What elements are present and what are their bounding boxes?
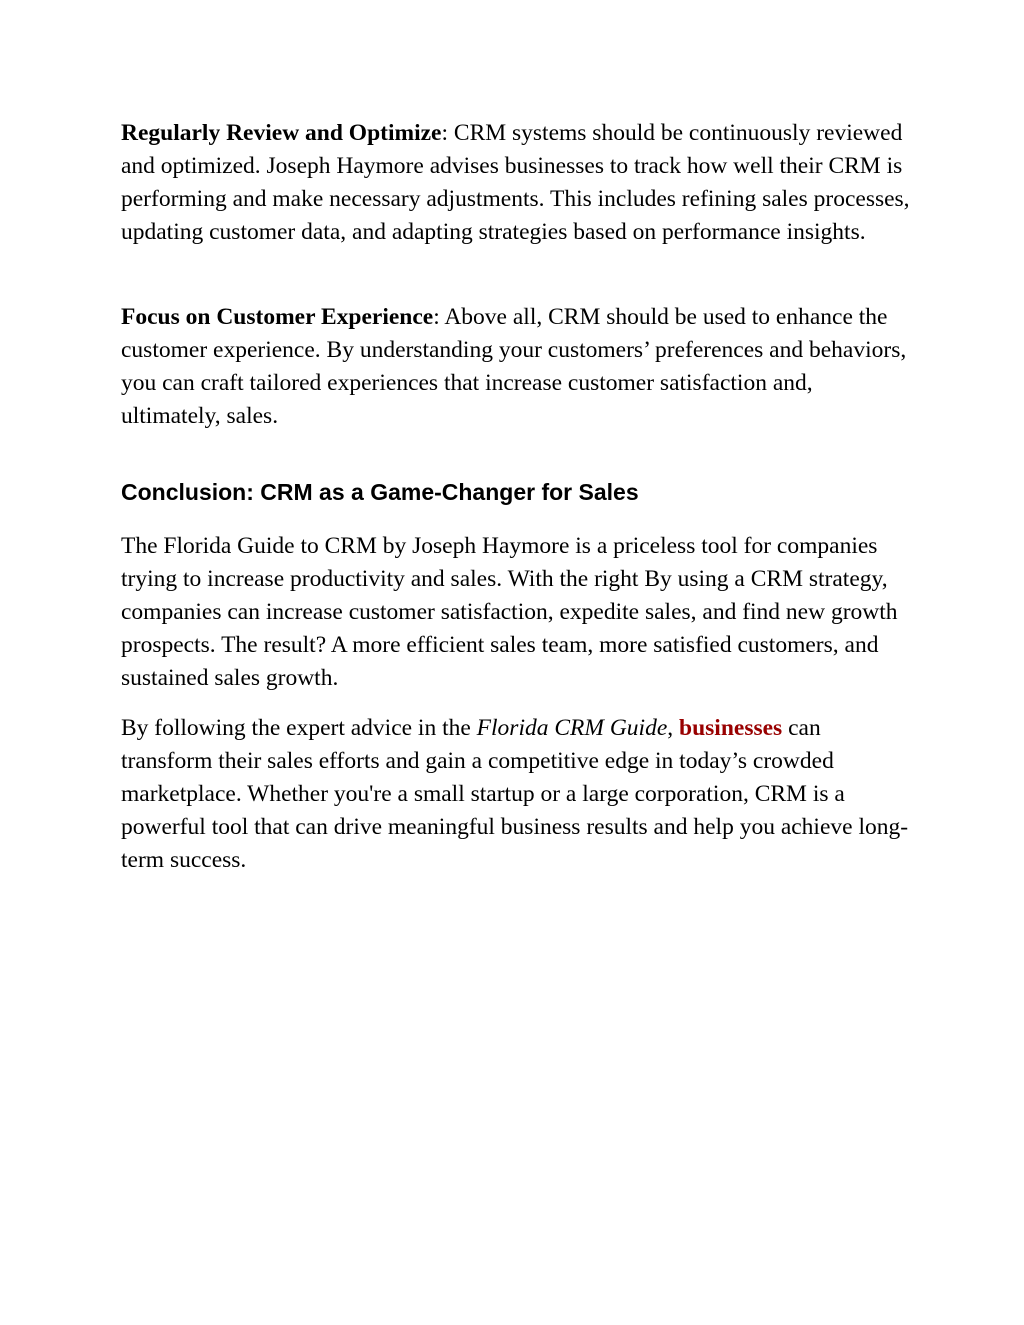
lead-review-optimize: Regularly Review and Optimize — [121, 120, 442, 146]
conclusion-paragraph-2 — [121, 712, 911, 877]
document-page — [121, 117, 911, 877]
conclusion-p2-comma: , — [667, 715, 680, 741]
lead-separator: : — [433, 304, 440, 330]
body-customer-experience: Above all, CRM should be used to enhance the customer experience. By understanding your customers’ preferences and behaviors, you can craft tailored experiences that increase customer satisfaction and, ultimately, sales. — [121, 304, 907, 429]
paragraph-review-optimize — [121, 117, 911, 249]
body-review-optimize: CRM systems should be continuously reviewed and optimized. Joseph Haymore advises businesses to track how well their CRM is performing and make necessary adjustments. This includes refining sales processes, updating customer data, and adapting strategies based on performance insights. — [121, 120, 910, 245]
conclusion-heading: Conclusion: CRM as a Game-Changer for Sales — [121, 479, 639, 505]
lead-separator: : — [441, 120, 449, 146]
conclusion-p2-after: can transform their sales efforts and gain a competitive edge in today’s crowded marketplace. Whether you're a small startup or a large corporation, CRM is a powerful tool that can drive meaningful business results and help you achieve long-term success. — [121, 715, 909, 873]
florida-crm-guide-title: Florida CRM Guide — [476, 715, 668, 741]
paragraph-customer-experience — [121, 301, 911, 433]
conclusion-paragraph-1: The Florida Guide to CRM by Joseph Haymore is a priceless tool for companies trying to increase productivity and sales. With the right By using a CRM strategy, companies can increase customer satisfaction, expedite sales, and find new growth prospects. The result? A more efficient sales team, more satisfied customers, and sustained sales growth. — [121, 533, 898, 691]
lead-customer-experience: Focus on Customer Experience — [121, 304, 434, 330]
businesses-link[interactable]: businesses — [679, 715, 783, 741]
conclusion-p2-before: By following the expert advice in the — [121, 715, 477, 741]
